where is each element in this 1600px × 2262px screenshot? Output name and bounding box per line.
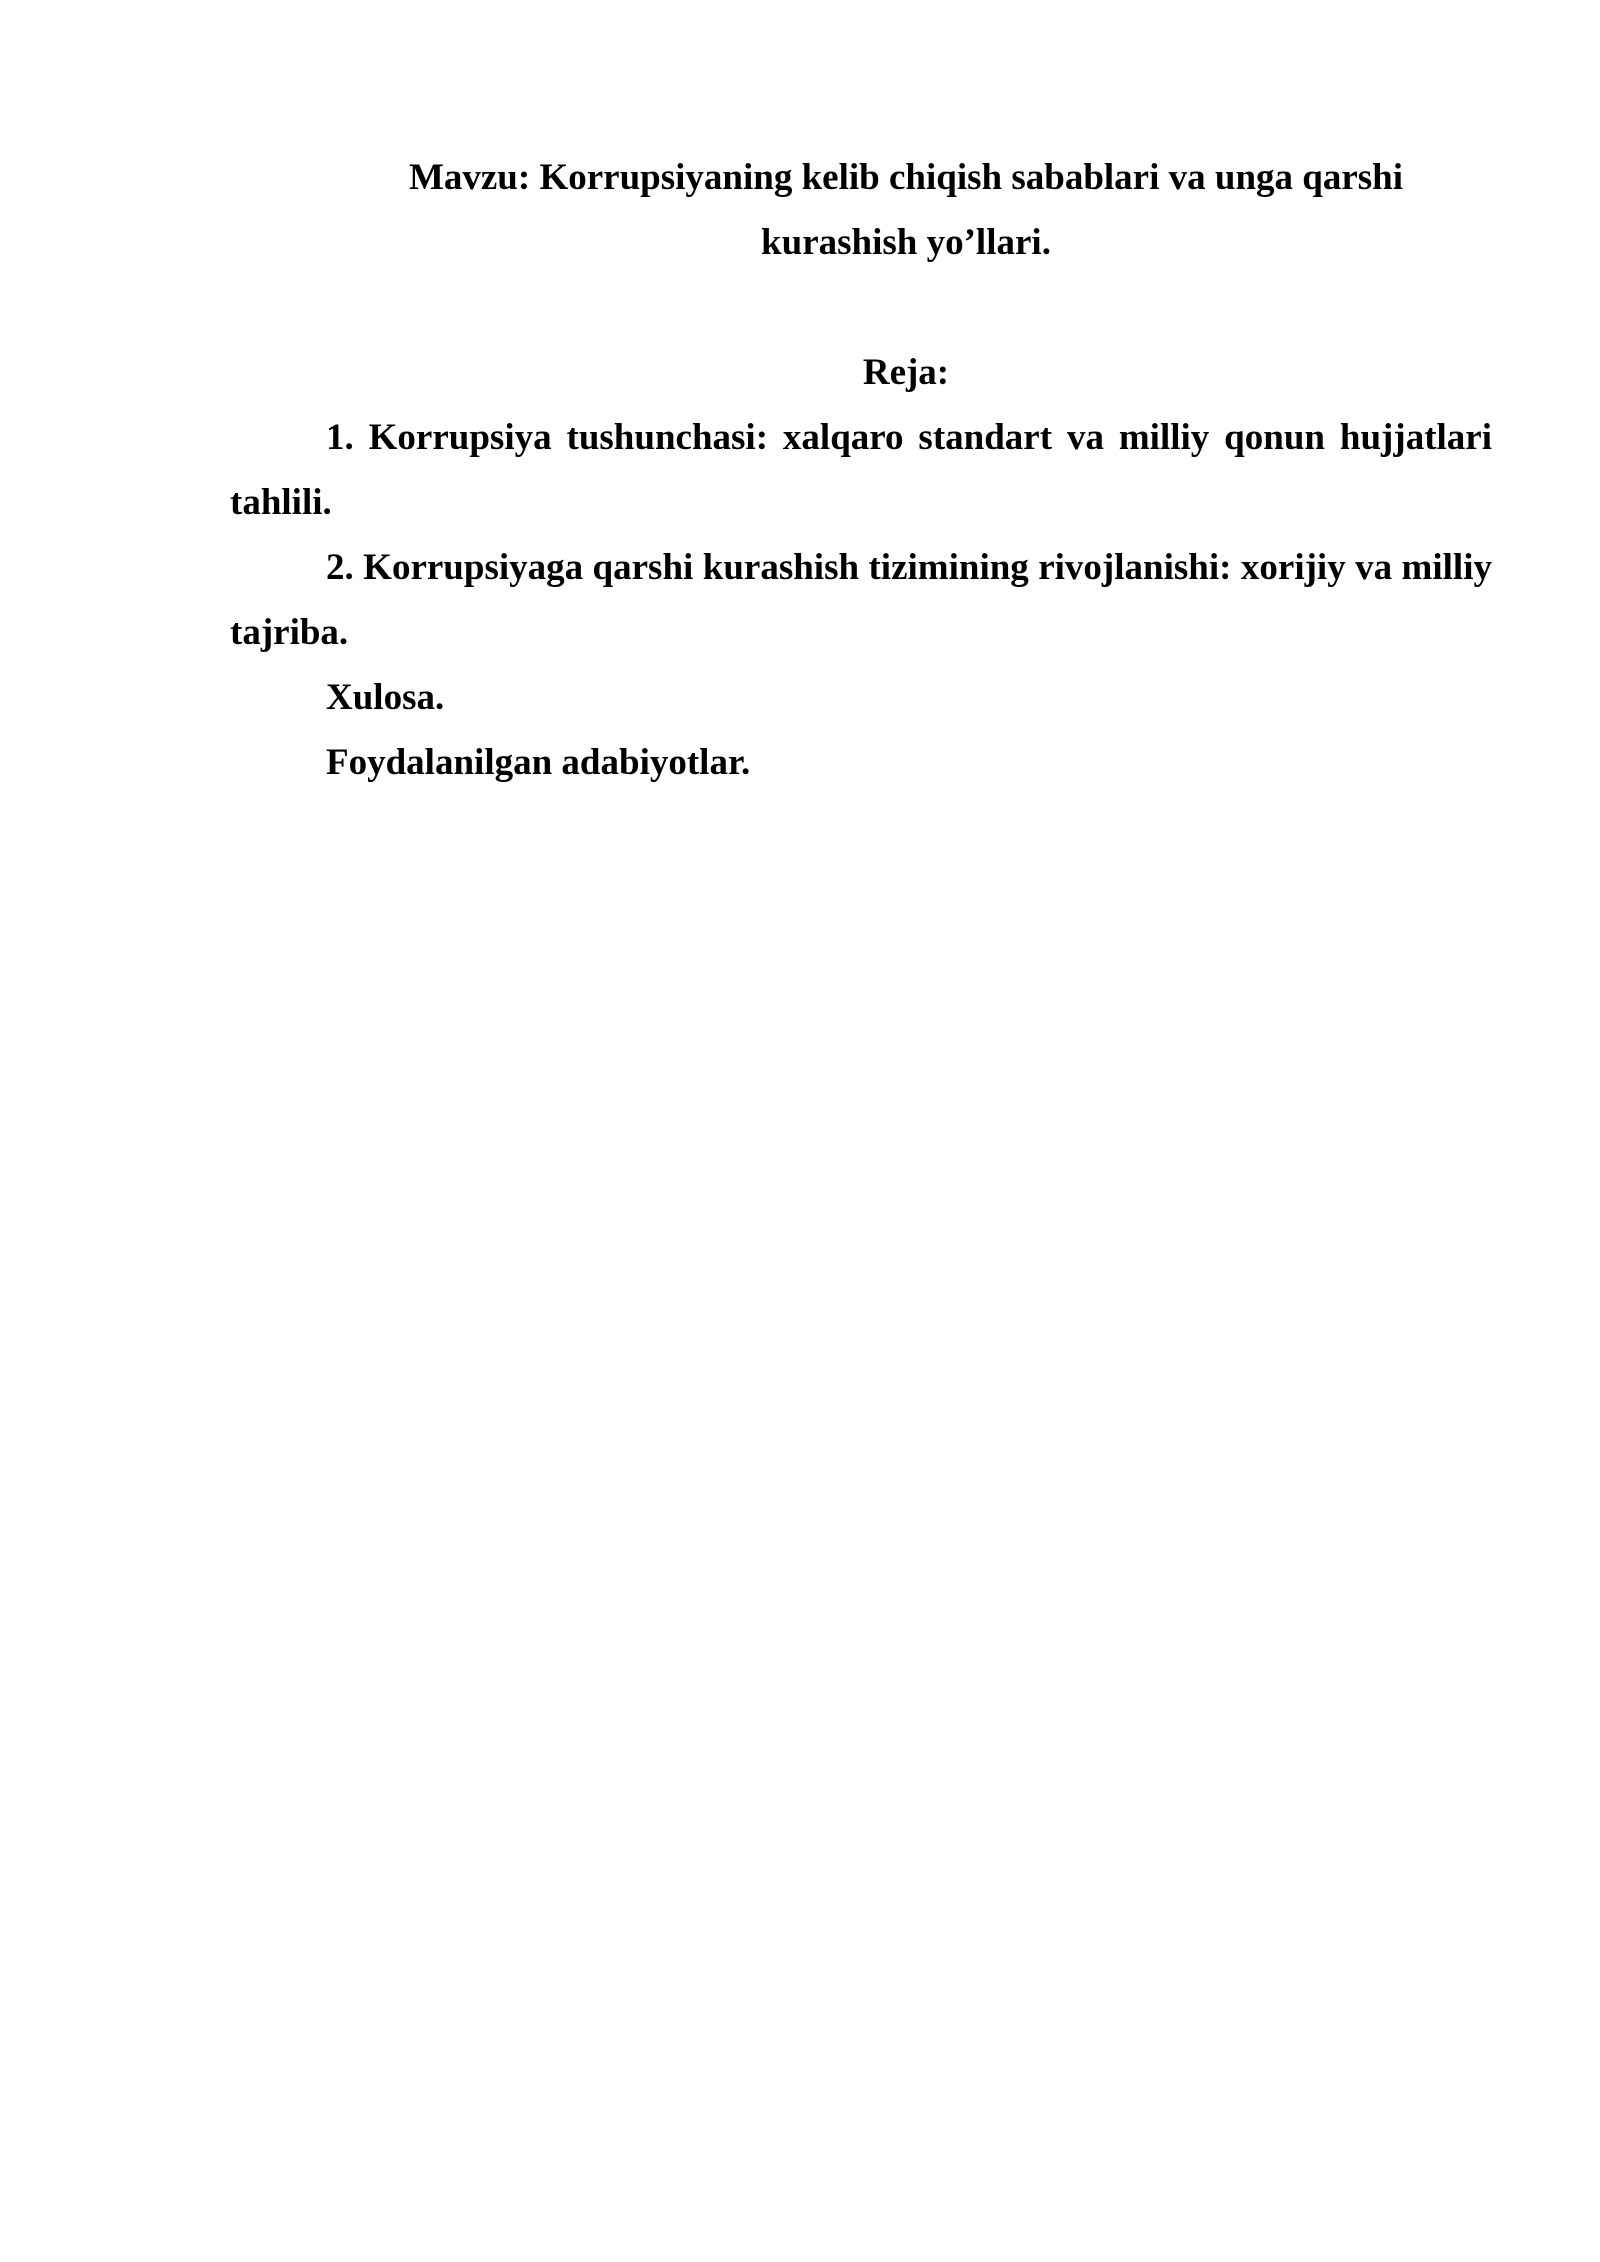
plan-item-2: 2. Korrupsiyaga qarshi kurashish tizimining rivojlanishi: xorijiy va milliy tajriba. — [230, 547, 1492, 653]
document-title — [230, 145, 1492, 275]
title-line-2: kurashish yo’llari. — [761, 222, 1051, 263]
plan-item-references: Foydalanilgan adabiyotlar. — [326, 742, 751, 783]
plan-item-1: 1. Korrupsiya tushunchasi: xalqaro standart va milliy qonun hujjatlari tahlili. — [230, 417, 1492, 523]
title-line-1: Mavzu: Korrupsiyaning kelib chiqish sabablari va unga qarshi — [408, 157, 1404, 198]
document-content — [230, 145, 1492, 795]
plan-heading: Reja: — [862, 352, 950, 393]
plan-item-conclusion: Xulosa. — [326, 677, 445, 718]
